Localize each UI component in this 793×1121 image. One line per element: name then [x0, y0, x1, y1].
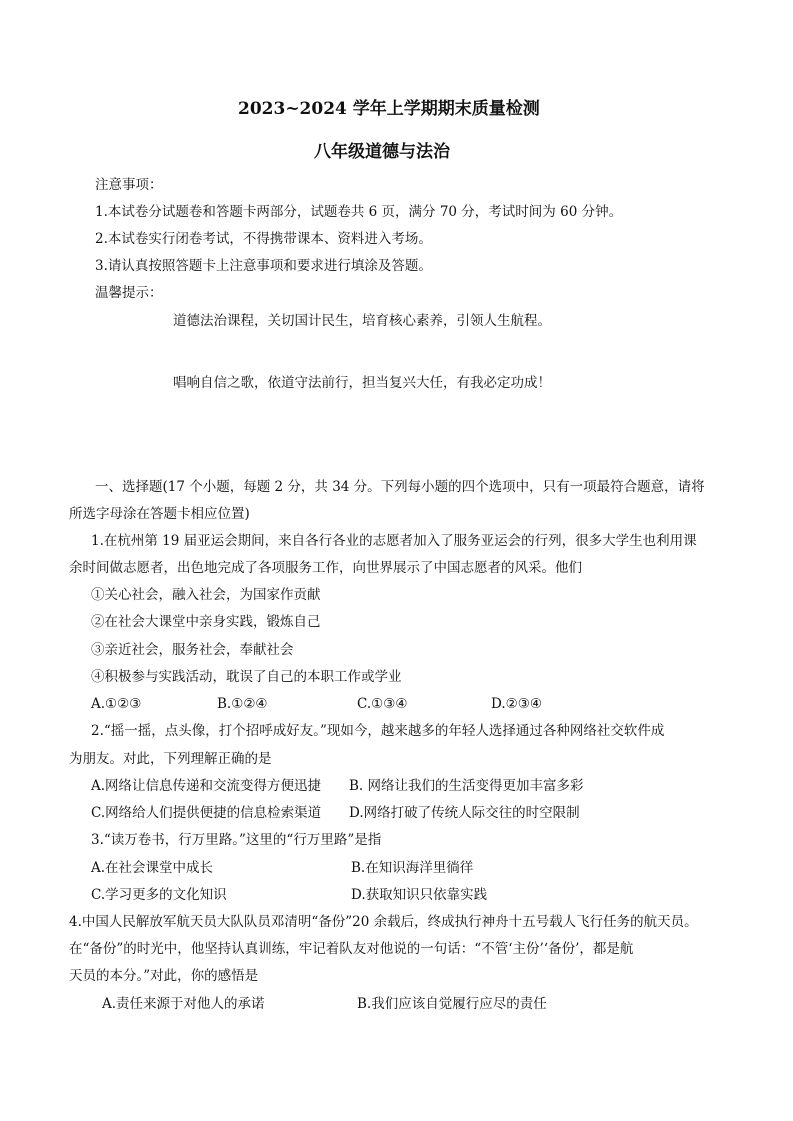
q2-option-c: C.网络给人们提供便捷的信息检索渠道 [91, 805, 322, 821]
q2-stem-line-2: 为朋友。对此，下列理解正确的是 [69, 751, 272, 767]
q2-stem-line-1: 2.“摇一摇，点头像，打个招呼成好友。”现如今，越来越多的年轻人选择通过各种网络社交软件成 [91, 723, 665, 739]
q1-statement-4: ④积极参与实践活动，耽误了自己的本职工作或学业 [91, 669, 402, 685]
tips-line-1: 道德法治课程，关切国计民生，培育核心素养，引领人生航程。 [173, 313, 551, 329]
q1-stem-line-2: 余时间做志愿者，出色地完成了各项服务工作，向世界展示了中国志愿者的风采。他们 [69, 560, 582, 576]
q4-stem-line-2: 在“备份”的时光中，他坚持认真训练，牢记着队友对他说的一句话：“不管‘主份’‘备份’，都是航 [69, 941, 634, 957]
notice-item-2: 2.本试卷实行闭卷考试，不得携带课本、资料进入考场。 [95, 231, 432, 247]
q4-option-a: A.责任来源于对他人的承诺 [102, 996, 265, 1012]
q1-statement-1: ①关心社会，融入社会，为国家作贡献 [91, 587, 321, 603]
tips-line-2: 唱响自信之歌，依道守法前行，担当复兴大任，有我必定功成！ [173, 375, 551, 391]
q2-option-a: A.网络让信息传递和交流变得方便迅捷 [91, 778, 322, 794]
q3-option-b: B.在知识海洋里徜徉 [351, 860, 474, 876]
section-intro-line-1: 一、选择题(17 个小题，每题 2 分，共 34 分。下列每小题的四个选项中，只有一项最符合题意，请将 [95, 479, 705, 495]
q4-stem-line-1: 4.中国人民解放军航天员大队队员邓清明“备份”20 余载后，终成执行神舟十五号载人飞行任务的航天员。 [69, 914, 698, 930]
q1-stem-line-1: 1.在杭州第 19 届亚运会期间，来自各行各业的志愿者加入了服务亚运会的行列，很多大学生也利用课 [91, 533, 697, 549]
tips-heading: 温馨提示： [95, 285, 163, 301]
q3-stem: 3.“读万卷书，行万里路。”这里的“行万里路”是指 [91, 832, 382, 848]
q1-statement-2: ②在社会大课堂中亲身实践，锻炼自己 [91, 614, 321, 630]
q2-option-d: D.网络打破了传统人际交往的时空限制 [349, 805, 580, 821]
q1-option-d: D.②③④ [491, 696, 542, 712]
q2-option-b: B. 网络让我们的生活变得更加丰富多彩 [349, 778, 584, 794]
notice-heading: 注意事项： [95, 177, 163, 193]
q3-option-d: D.获取知识只依靠实践 [351, 887, 488, 903]
q1-statement-3: ③亲近社会，服务社会，奉献社会 [91, 642, 294, 658]
q4-stem-line-3: 天员的本分。”对此，你的感悟是 [69, 968, 259, 984]
notice-item-1: 1.本试卷分试题卷和答题卡两部分，试题卷共 6 页，满分 70 分，考试时间为 60 分钟。 [95, 204, 623, 220]
q1-option-c: C.①③④ [357, 696, 408, 712]
notice-item-3: 3.请认真按照答题卡上注意事项和要求进行填涂及答题。 [95, 258, 432, 274]
exam-subject: 八年级道德与法治 [314, 142, 450, 162]
section-intro-line-2: 所选字母涂在答题卡相应位置) [69, 506, 250, 522]
q3-option-a: A.在社会课堂中成长 [91, 860, 214, 876]
q1-option-a: A.①②③ [91, 696, 142, 712]
exam-title: 2023~2024 学年上学期期末质量检测 [238, 99, 540, 119]
q1-option-b: B.①②④ [217, 696, 268, 712]
q3-option-c: C.学习更多的文化知识 [91, 887, 227, 903]
q4-option-b: B.我们应该自觉履行应尽的责任 [357, 996, 547, 1012]
